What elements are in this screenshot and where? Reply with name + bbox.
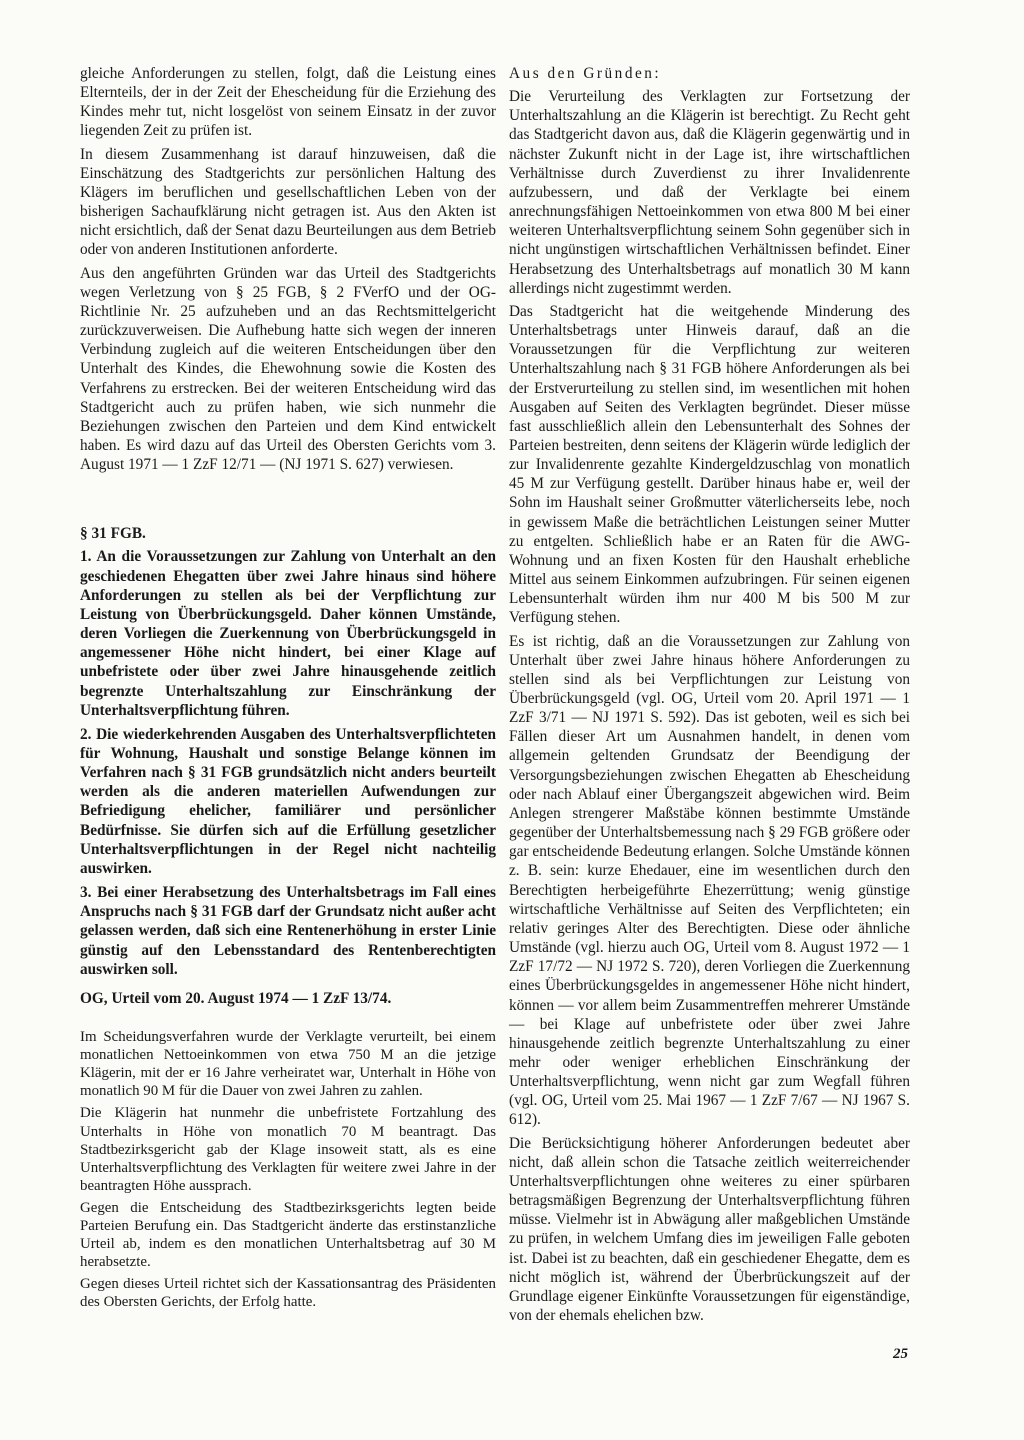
headnote: 1. An die Voraussetzungen zur Zahlung von Unterhalt an den geschiedenen Ehegatten über zwei Jahre hinaus sind höhere Anforderungen zu stellen als bei der Verpflichtung zur Leistung von Überbrückungsgeld. Daher können Umstände, deren Vorliegen die Zuerkennung von Überbrückungsgeld in angemessener Höhe nicht hindert, bei einer Klage auf unbefristete oder über zwei Jahre hinausgehende zeitlich begrenzte Unterhaltszahlung zur Einschränkung der Unterhaltsverpflichtung führen. — [80, 548, 496, 719]
section-heading: Aus den Gründen: — [509, 65, 662, 82]
left-column — [80, 64, 496, 1315]
facts-paragraph: Im Scheidungsverfahren wurde der Verklagte verurteilt, bei einem monatlichen Nettoeinkommen von etwa 750 M an die jetzige Klägerin, mit der er 16 Jahre verheiratet war, Unterhalt in Höhe von monatlich 90 M für die Dauer von zwei Jahren zu zahlen. — [80, 1029, 496, 1100]
page-number: 25 — [893, 1346, 908, 1362]
body-paragraph: Aus den angeführten Gründen war das Urteil des Stadtgerichts wegen Verletzung von § 25 FGB, § 2 FVerfO und der OG-Richtlinie Nr. 25 aufzuheben und an das Rechtsmittelgericht zurückzuverweisen. Die Aufhebung hatte sich wegen der inneren Verbindung zugleich auf die weiteren Entscheidungen über den Unterhalt des Kindes, die Ehewohnung sowie die Kosten des Verfahrens zu erstrecken. Bei der weiteren Entscheidung wird das Stadtgericht auch zu prüfen haben, wie sich nunmehr die Beziehungen zwischen den Parteien und dem Kind entwickelt haben. Es wird dazu auf das Urteil des Obersten Gerichts vom 3. August 1971 — 1 ZzF 12/71 — (NJ 1971 S. 627) verwiesen. — [80, 264, 496, 474]
court-citation: OG, Urteil vom 20. August 1974 — 1 ZzF 13/74. — [80, 989, 392, 1007]
facts-paragraph: Gegen die Entscheidung des Stadtbezirksgerichts legten beide Parteien Berufung ein. Das Stadtgericht änderte das erstinstanzliche Urteil ab, indem es den monatlichen Unterhaltsbetrag auf 30 M herabsetzte. — [80, 1199, 496, 1271]
law-reference: § 31 FGB. — [80, 525, 146, 543]
section-spacer — [80, 478, 496, 524]
body-paragraph: Das Stadtgericht hat die weitgehende Minderung des Unterhaltsbetrags unter Hinweis darauf, daß an die Voraussetzungen für die Verpflichtung zur weiteren Unterhaltszahlung nach § 31 FGB höhere Anforderungen als bei der Erstverurteilung zu stellen sind, im wesentlichen mit hohen Ausgaben auf Seiten des Verklagten begründet. Dieser müsse fast ausschließlich allein den Lebensunterhalt des Sohnes der Parteien bestreiten, denn seitens der Klägerin würde lediglich der zur Invalidenrente gezahlte Kindergeldzuschlag von monatlich 45 M zur Verfügung gestellt. Darüber hinaus habe er, weil der Sohn im Haushalt seiner Großmutter väterlicherseits lebe, noch in gewissem Maße die beträchtlichen Leistungen seiner Mutter zu entgelten. Schließlich habe er an Raten für die AWG-Wohnung und an fixen Kosten für den Haushalt erhebliche Mittel aus seinem Einkommen aufzubringen. Für seinen eigenen Lebensunterhalt würden ihm nur 400 M bis 500 M zur Verfügung stehen. — [509, 302, 910, 627]
body-paragraph: In diesem Zusammenhang ist darauf hinzuweisen, daß die Einschätzung des Stadtgerichts zur persönlichen Haltung des Klägers im beruflichen und gesellschaftlichen Leben von der bisherigen Sachaufklärung nicht getragen ist. Aus den Akten ist nicht ersichtlich, daß der Senat dazu Beurteilungen aus dem Betrieb oder von anderen Institutionen anforderte. — [80, 145, 496, 259]
headnote: 2. Die wiederkehrenden Ausgaben des Unterhaltsverpflichteten für Wohnung, Haushalt und sonstige Belange können im Verfahren nach § 31 FGB grundsätzlich nicht anders beurteilt werden als die anderen materiellen Aufwendungen zur Befriedigung ehelicher, familiärer und persönlicher Bedürfnisse. Sie dürfen sich auf die Erfüllung gesetzlicher Unterhaltsverpflichtungen in der Regel nicht nachteilig auswirken. — [80, 725, 496, 877]
body-paragraph: Die Berücksichtigung höherer Anforderungen bedeutet aber nicht, daß allein schon die Tatsache zeitlich weiterreichender Unterhaltsverpflichtungen ohne weiteres zu einer spürbaren betragsmäßigen Begrenzung der Unterhaltsverpflichtung führen müsse. Vielmehr ist in Abwägung aller maßgeblichen Umstände zu prüfen, in welchem Umfang dies im jeweiligen Falle geboten ist. Dabei ist zu beachten, daß ein geschiedener Ehegatte, dem es nicht möglich ist, während der Überbrückungszeit auf der Grundlage eigener Einkünfte Voraussetzungen für eigenständige, von der ehemals ehelichen bzw. — [509, 1134, 910, 1324]
facts-paragraph: Die Klägerin hat nunmehr die unbefristete Fortzahlung des Unterhalts in Höhe von monatlich 70 M beantragt. Das Stadtbezirksgericht gab der Klage insoweit statt, als es eine Unterhaltsverpflichtung des Verklagten für weitere zwei Jahre in der beantragten Höhe aussprach. — [80, 1105, 496, 1194]
right-column — [509, 64, 910, 1329]
headnote: 3. Bei einer Herabsetzung des Unterhaltsbetrags im Fall eines Anspruchs nach § 31 FGB darf der Grundsatz nicht außer acht gelassen werden, daß sich eine Rentenerhöhung in erster Linie günstig auf den Lebensstandard des Rentenberechtigten auswirken soll. — [80, 884, 496, 978]
facts-paragraph: Gegen dieses Urteil richtet sich der Kassationsantrag des Präsidenten des Obersten Gerichts, der Erfolg hatte. — [80, 1276, 496, 1311]
body-paragraph: Die Verurteilung des Verklagten zur Fortsetzung der Unterhaltszahlung an die Klägerin ist berechtigt. Zu Recht geht das Stadtgericht davon aus, daß die Klägerin gegenwärtig und in nächster Zukunft nicht in der Lage ist, ihre wirtschaftlichen Verhältnisse durch Zuverdienst zu ihrer Invalidenrente aufzubessern, und daß der Verklagte bei einem anrechnungsfähigen Nettoeinkommen von etwa 800 M bei einer weiteren Unterhaltsverpflichtung seinem Sohn gegenüber sich in nicht ungünstigen wirtschaftlichen Verhältnissen befindet. Einer Herabsetzung des Unterhaltsbetrags auf monatlich 30 M kann allerdings nicht zugestimmt werden. — [509, 88, 910, 297]
body-paragraph: gleiche Anforderungen zu stellen, folgt, daß die Leistung eines Elternteils, der in der Zeit der Ehescheidung für die Erziehung des Kindes mehr tut, nicht losgelöst von seinem Einsatz in der zuvor liegenden Zeit zu prüfen ist. — [80, 65, 496, 140]
body-paragraph: Es ist richtig, daß an die Voraussetzungen zur Zahlung von Unterhalt über zwei Jahre hinaus höhere Anforderungen zu stellen sind als bei Verpflichtungen zur Leistung von Überbrückungsgeld (vgl. OG, Urteil vom 20. April 1971 — 1 ZzF 3/71 — NJ 1971 S. 592). Das ist geboten, weil es sich bei Fällen dieser Art um Ausnahmen handelt, in denen vom allgemein geltenden Grundsatz der Beendigung der Versorgungsbeziehungen zwischen Ehegatten ab Ehescheidung oder nach Ablauf einer Übergangszeit abgewichen wird. Beim Anlegen strengerer Maßstäbe können bestimmte Umstände gegenüber der Unterhaltsbemessung nach § 29 FGB größere oder gar entscheidende Bedeutung erlangen. Solche Umstände können z. B. sein: kurze Ehedauer, eine im wesentlichen durch den Berechtigten herbeigeführte Ehezerrüttung; wenig günstige wirtschaftliche Verhältnisse auf Seiten des Verpflichteten; ein relativ geringes Alter des Berechtigten. Diese oder ähnliche Umstände (vgl. hierzu auch OG, Urteil vom 8. August 1972 — 1 ZzF 17/72 — NJ 1972 S. 720), deren Vorliegen die Zuerkennung eines Überbrückungsgeldes in angemessener Höhe nicht hindert, können — vor allem beim Zusammentreffen mehrerer Umstände — bei Klage auf unbefristete oder über zwei Jahre hinausgehende zeitlich begrenzte Unterhaltszahlung zu einer mehr oder weniger erheblichen Einschränkung der Unterhaltsverpflichtung, wenn nicht gar zum Wegfall führen (vgl. OG, Urteil vom 25. Mai 1967 — 1 ZzF 7/67 — NJ 1967 S. 612). — [509, 632, 910, 1129]
